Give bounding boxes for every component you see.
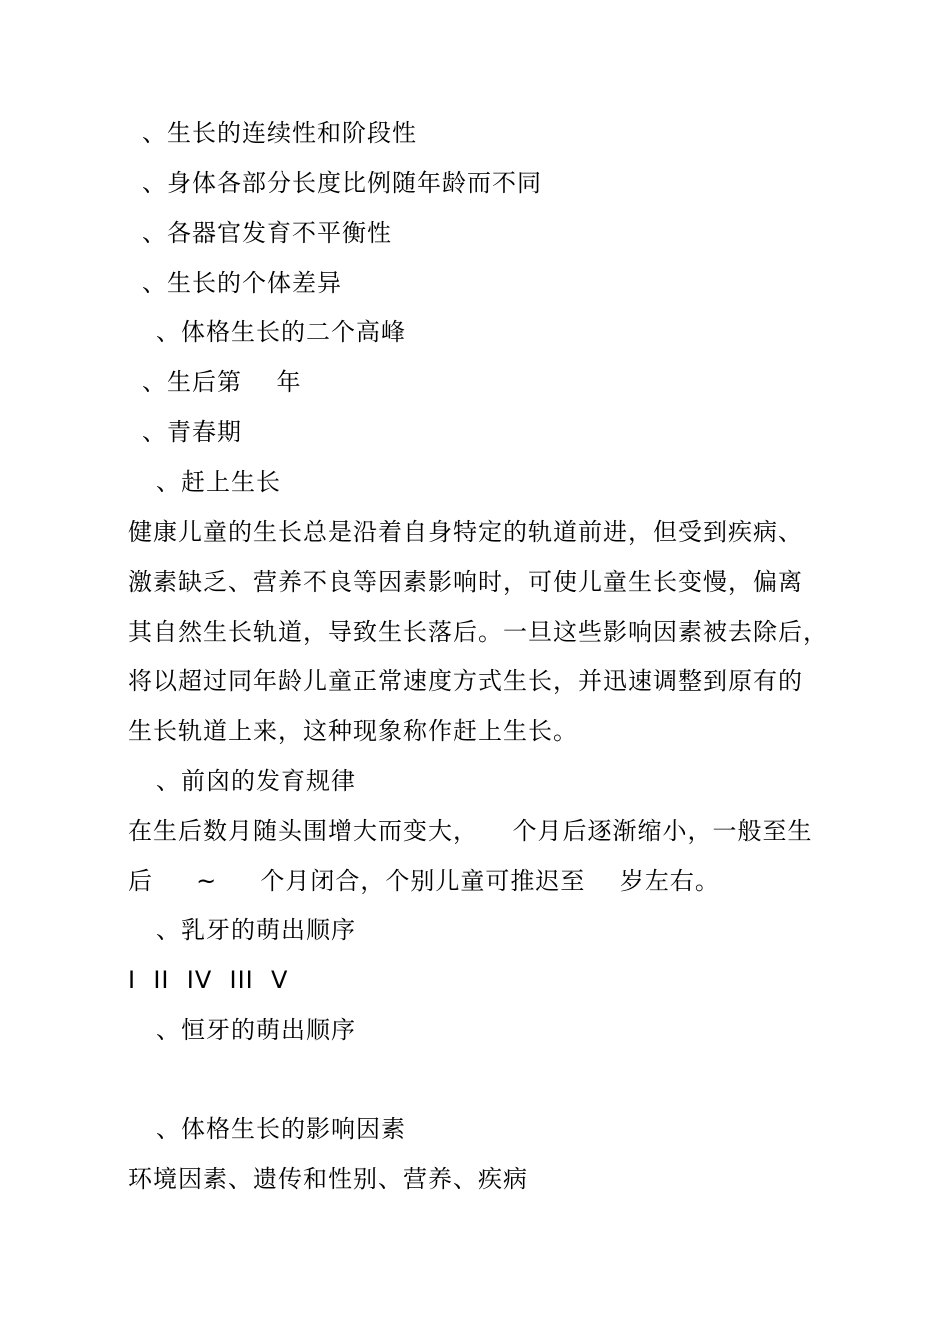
fontanelle-line-1: 在生后数月随头围增大而变大， 个月后逐渐缩小，一般至生	[128, 817, 813, 845]
paragraph-line-1: 健康儿童的生长总是沿着自身特定的轨道前进，但受到疾病、	[128, 518, 803, 546]
paragraph-line-2: 激素缺乏、营养不良等因素影响时，可使儿童生长变慢，偏离	[128, 568, 803, 596]
paragraph-line-4: 将以超过同年龄儿童正常速度方式生长，并迅速调整到原有的	[128, 667, 803, 695]
heading-catch-up-growth: 、赶上生长	[156, 468, 281, 496]
heading-growth-factors: 、体格生长的影响因素	[156, 1115, 406, 1143]
heading-primary-teeth: 、乳牙的萌出顺序	[156, 916, 356, 944]
item-growth-continuity: 、生长的连续性和阶段性	[142, 119, 417, 147]
heading-anterior-fontanelle: 、前囟的发育规律	[156, 767, 356, 795]
item-organ-development: 、各器官发育不平衡性	[142, 219, 392, 247]
paragraph-line-5: 生长轨道上来，这种现象称作赶上生长。	[128, 717, 578, 745]
fontanelle-line-2: 后 ~ 个月闭合，个别儿童可推迟至 岁左右。	[128, 867, 720, 895]
paragraph-line-3: 其自然生长轨道，导致生长落后。一旦这些影响因素被去除后，	[128, 618, 828, 646]
item-body-proportion: 、身体各部分长度比例随年龄而不同	[142, 169, 542, 197]
heading-permanent-teeth: 、恒牙的萌出顺序	[156, 1016, 356, 1044]
heading-growth-peaks: 、体格生长的二个高峰	[156, 318, 406, 346]
item-individual-difference: 、生长的个体差异	[142, 269, 342, 297]
item-first-year: 、生后第 年	[142, 368, 302, 396]
primary-teeth-order: I II IV III V	[128, 966, 289, 994]
growth-factors-list: 环境因素、遗传和性别、营养、疾病	[128, 1165, 528, 1193]
item-puberty: 、青春期	[142, 418, 242, 446]
